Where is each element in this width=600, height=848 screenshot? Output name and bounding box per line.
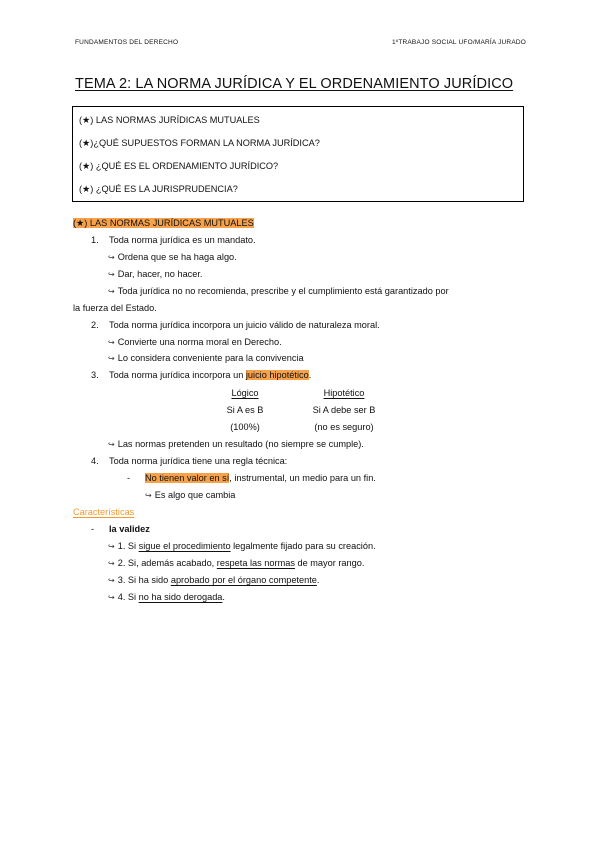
list-item-4: 4. Toda norma jurídica tiene una regla técnica: bbox=[91, 456, 288, 466]
table-header-logico: Lógico bbox=[231, 388, 259, 398]
section-heading-text: (★) LAS NORMAS JURÍDICAS MUTUALES bbox=[73, 218, 254, 228]
validez-point: ↪ 2. Si, además acabado, respeta las normas de mayor rango. bbox=[108, 558, 365, 568]
sub-item: ↪ Las normas pretenden un resultado (no siempre se cumple). bbox=[108, 439, 364, 449]
toc-box bbox=[72, 106, 524, 202]
list-item-2: 2. Toda norma jurídica incorpora un juicio válido de naturaleza moral. bbox=[91, 320, 380, 330]
section-heading bbox=[73, 217, 254, 229]
list-item-1: 1. Toda norma jurídica es un mandato. bbox=[91, 235, 256, 245]
validez-point: ↪ 3. Si ha sido aprobado por el órgano competente. bbox=[108, 575, 320, 585]
toc-item: (★) LAS NORMAS JURÍDICAS MUTUALES bbox=[79, 115, 260, 125]
validez-heading: - la validez bbox=[91, 524, 150, 534]
arrow-icon: ↪ bbox=[108, 593, 115, 602]
sub-item: ↪ Toda jurídica no no recomienda, prescribe y el cumplimiento está garantizado por bbox=[108, 286, 449, 296]
arrow-icon: ↪ bbox=[108, 270, 115, 279]
toc-item: (★) ¿QUÉ ES LA JURISPRUDENCIA? bbox=[79, 184, 238, 194]
toc-item: (★) ¿QUÉ ES EL ORDENAMIENTO JURÍDICO? bbox=[79, 161, 279, 171]
header-author: 1ºTRABAJO SOCIAL UFO/MARÍA JURADO bbox=[391, 39, 526, 46]
sub-item: ↪ Ordena que se ha haga algo. bbox=[108, 252, 237, 262]
validez-point: ↪ 4. Si no ha sido derogada. bbox=[108, 592, 225, 602]
arrow-icon: ↪ bbox=[108, 542, 115, 551]
arrow-icon: ↪ bbox=[108, 338, 115, 347]
arrow-icon: ↪ bbox=[108, 287, 115, 296]
page-title: TEMA 2: LA NORMA JURÍDICA Y EL ORDENAMIENTO JURÍDICO bbox=[75, 76, 514, 92]
sub-item: ↪ Dar, hacer, no hacer. bbox=[108, 269, 203, 279]
arrow-icon: ↪ bbox=[108, 576, 115, 585]
table-cell: Si A debe ser B bbox=[312, 405, 376, 415]
sub-item: ↪ Lo considera conveniente para la convivencia bbox=[108, 353, 304, 363]
header-subject: FUNDAMENTOS DEL DERECHO bbox=[75, 39, 179, 46]
arrow-icon: ↪ bbox=[145, 491, 152, 500]
arrow-icon: ↪ bbox=[108, 253, 115, 262]
arrow-icon: ↪ bbox=[108, 440, 115, 449]
list-item-3: 3. Toda norma jurídica incorpora un juicio hipotético. bbox=[91, 370, 312, 380]
table-cell: (100%) bbox=[230, 422, 260, 432]
highlight: No tienen valor en sí bbox=[145, 473, 230, 483]
sub-item: - No tienen valor en sí, instrumental, un medio para un fin. bbox=[127, 473, 376, 483]
sub-item: ↪ Convierte una norma moral en Derecho. bbox=[108, 337, 282, 347]
toc-item: (★)¿QUÉ SUPUESTOS FORMAN LA NORMA JURÍDICA? bbox=[79, 138, 320, 148]
validez-point: ↪ 1. Si sigue el procedimiento legalmente fijado para su creación. bbox=[108, 541, 376, 551]
sub-item: ↪ Es algo que cambia bbox=[145, 490, 236, 500]
arrow-icon: ↪ bbox=[108, 354, 115, 363]
caracteristicas-heading: Características bbox=[73, 507, 135, 517]
sub-item-continuation: la fuerza del Estado. bbox=[73, 303, 157, 313]
arrow-icon: ↪ bbox=[108, 559, 115, 568]
highlight: juicio hipotético bbox=[245, 370, 309, 380]
table-header-hipotetico: Hipotético bbox=[323, 388, 365, 398]
table-cell: (no es seguro) bbox=[314, 422, 374, 432]
table-cell: Si A es B bbox=[226, 405, 264, 415]
